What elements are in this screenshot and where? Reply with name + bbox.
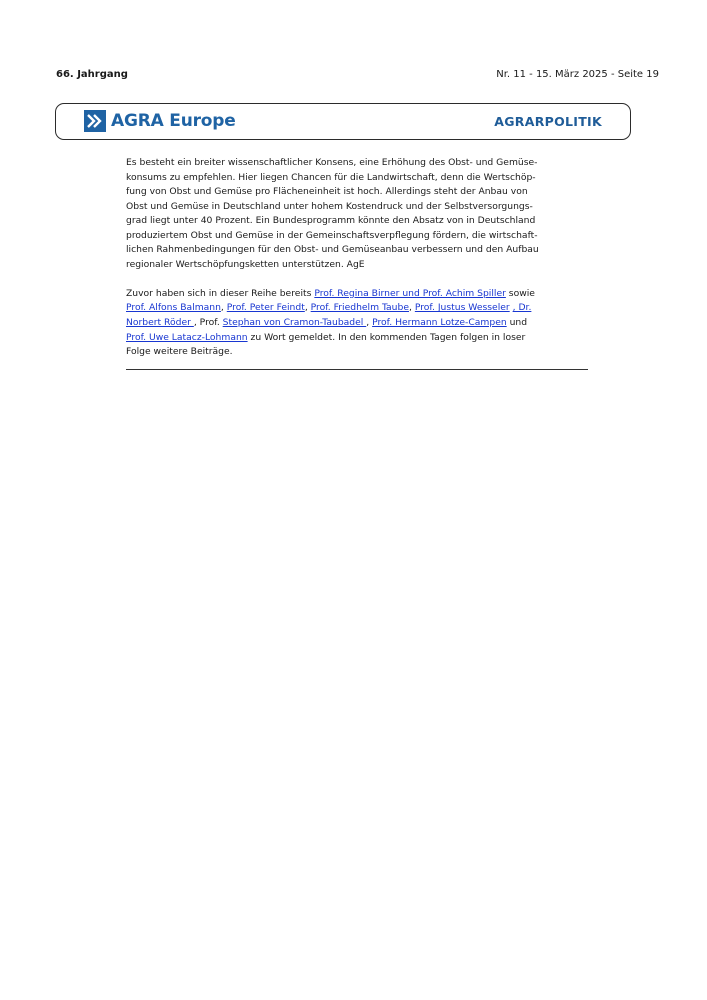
separator-text: , — [304, 302, 311, 314]
text-line: Obst und Gemüse in Deutschland unter hohem Kostendruck und der Selbstversorgungs- — [126, 200, 533, 212]
series-paragraph — [126, 287, 588, 360]
connector-text: und — [506, 316, 528, 328]
brand-name: AGRA Europe — [111, 111, 236, 131]
link-birner-spiller[interactable]: Prof. Regina Birner und Prof. Achim Spiller — [314, 287, 506, 299]
double-chevron-logo-icon — [84, 110, 106, 132]
separator-text: , — [220, 302, 227, 314]
link-wesseler[interactable]: Prof. Justus Wesseler — [414, 302, 510, 314]
page-header — [56, 68, 659, 82]
link-roeder-part1[interactable]: , Dr. — [512, 302, 532, 314]
link-balmann[interactable]: Prof. Alfons Balmann — [126, 302, 221, 314]
separator-text: , — [409, 302, 415, 314]
text-line: fung von Obst und Gemüse pro Flächeneinheit ist hoch. Allerdings steht der Anbau von — [126, 186, 528, 198]
article-paragraph — [126, 156, 588, 272]
series-outro-text: zu Wort gemeldet. In den kommenden Tagen folgen in loser — [247, 331, 526, 343]
publication-banner — [55, 103, 631, 140]
text-line: Es besteht ein breiter wissenschaftlicher Konsens, eine Erhöhung des Obst- und Gemüse- — [126, 157, 538, 168]
agra-europe-logo — [84, 110, 236, 132]
separator-text: , — [366, 316, 373, 328]
text-line: produziertem Obst und Gemüse in der Gemeinschaftsverpflegung fördern, die wirtschaft- — [126, 229, 538, 241]
link-taube[interactable]: Prof. Friedhelm Taube — [310, 302, 409, 314]
article-body — [126, 156, 588, 360]
link-lotze-campen[interactable]: Prof. Hermann Lotze-Campen — [372, 316, 507, 328]
link-cramon-taubadel[interactable]: Stephan von Cramon-Taubadel — [222, 316, 367, 328]
link-latacz-lohmann[interactable]: Prof. Uwe Latacz-Lohmann — [126, 331, 248, 343]
text-line: grad liegt unter 40 Prozent. Ein Bundesprogramm könnte den Absatz von in Deutschland — [126, 215, 536, 227]
series-intro-text: Zuvor haben sich in dieser Reihe bereits — [126, 287, 315, 299]
series-outro-text: Folge weitere Beiträge. — [126, 346, 233, 358]
link-roeder-part2[interactable]: Norbert Röder — [126, 316, 194, 328]
issue-info: Nr. 11 - 15. März 2025 - Seite 19 — [496, 69, 659, 80]
connector-text: sowie — [505, 287, 535, 299]
separator-text: , Prof. — [193, 316, 223, 328]
edition-label: 66. Jahrgang — [56, 69, 128, 80]
article-end-divider — [126, 369, 588, 370]
section-label: AGRARPOLITIK — [494, 114, 602, 129]
text-line: konsums zu empfehlen. Hier liegen Chancen für die Landwirtschaft, denn die Wertschöp- — [126, 171, 536, 183]
text-line: regionaler Wertschöpfungsketten unterstützen. AgE — [126, 258, 365, 270]
link-feindt[interactable]: Prof. Peter Feindt — [226, 302, 305, 314]
text-line: lichen Rahmenbedingungen für den Obst- und Gemüseanbau verbessern und den Aufbau — [126, 244, 539, 256]
